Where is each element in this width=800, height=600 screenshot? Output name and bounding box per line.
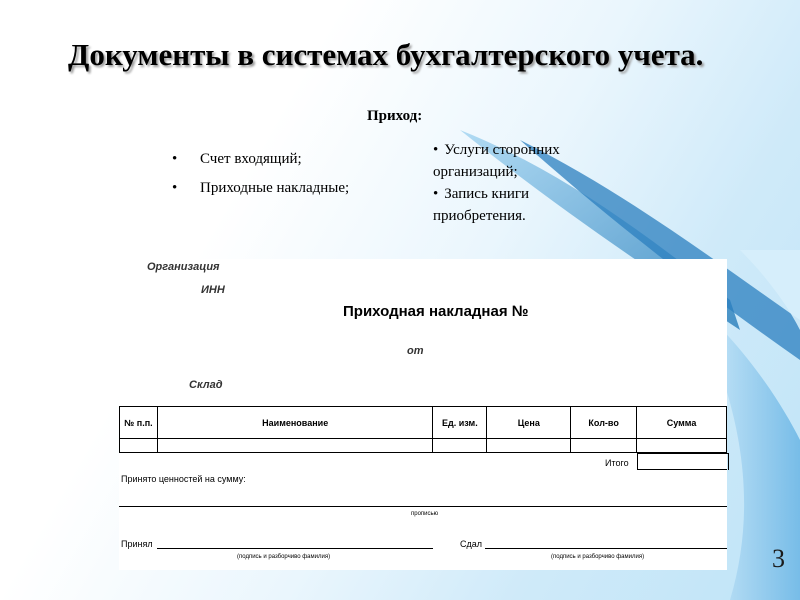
list-item: • Приходные накладные; (172, 174, 349, 203)
amount-line (119, 506, 727, 507)
organization-label: Организация (147, 261, 220, 273)
handed-over-signature-line (485, 548, 727, 549)
handed-over-signature-hint: (подпись и разборчиво фамилия) (551, 554, 645, 560)
slide-title: Документы в системах бухгалтерского учета. (68, 37, 704, 72)
warehouse-label: Склад (189, 379, 223, 391)
received-by-label: Принял (121, 539, 153, 549)
slide-number: 3 (772, 544, 785, 573)
amount-words-hint: прописью (411, 511, 439, 517)
received-signature-hint: (подпись и разборчиво фамилия) (237, 554, 331, 560)
column-header: Кол-во (571, 407, 637, 439)
column-header: № п.п. (120, 407, 158, 439)
section-heading: Приход: (367, 108, 423, 124)
column-header: Сумма (637, 407, 727, 439)
invoice-form-image (119, 259, 727, 570)
column-header: Наименование (157, 407, 433, 439)
list-item: • Запись книги приобретения. (433, 183, 608, 227)
total-underline (637, 469, 727, 470)
list-item: • Счет входящий; (172, 145, 349, 174)
left-bullet-list (172, 145, 349, 203)
items-table (119, 406, 727, 453)
table-header-row (120, 407, 727, 439)
total-label: Итого (605, 458, 629, 468)
handed-over-label: Сдал (460, 539, 483, 549)
column-header: Цена (487, 407, 571, 439)
accepted-amount-label: Принято ценностей на сумму: (121, 474, 246, 484)
received-signature-line (157, 548, 433, 549)
inn-label: ИНН (201, 284, 225, 296)
table-row (120, 439, 727, 453)
right-bullet-list (433, 139, 608, 227)
list-item: • Услуги сторонних организаций; (433, 139, 608, 183)
invoice-title: Приходная накладная № (343, 303, 529, 320)
date-label: от (407, 345, 424, 357)
column-header: Ед. изм. (433, 407, 487, 439)
total-box (637, 453, 729, 470)
